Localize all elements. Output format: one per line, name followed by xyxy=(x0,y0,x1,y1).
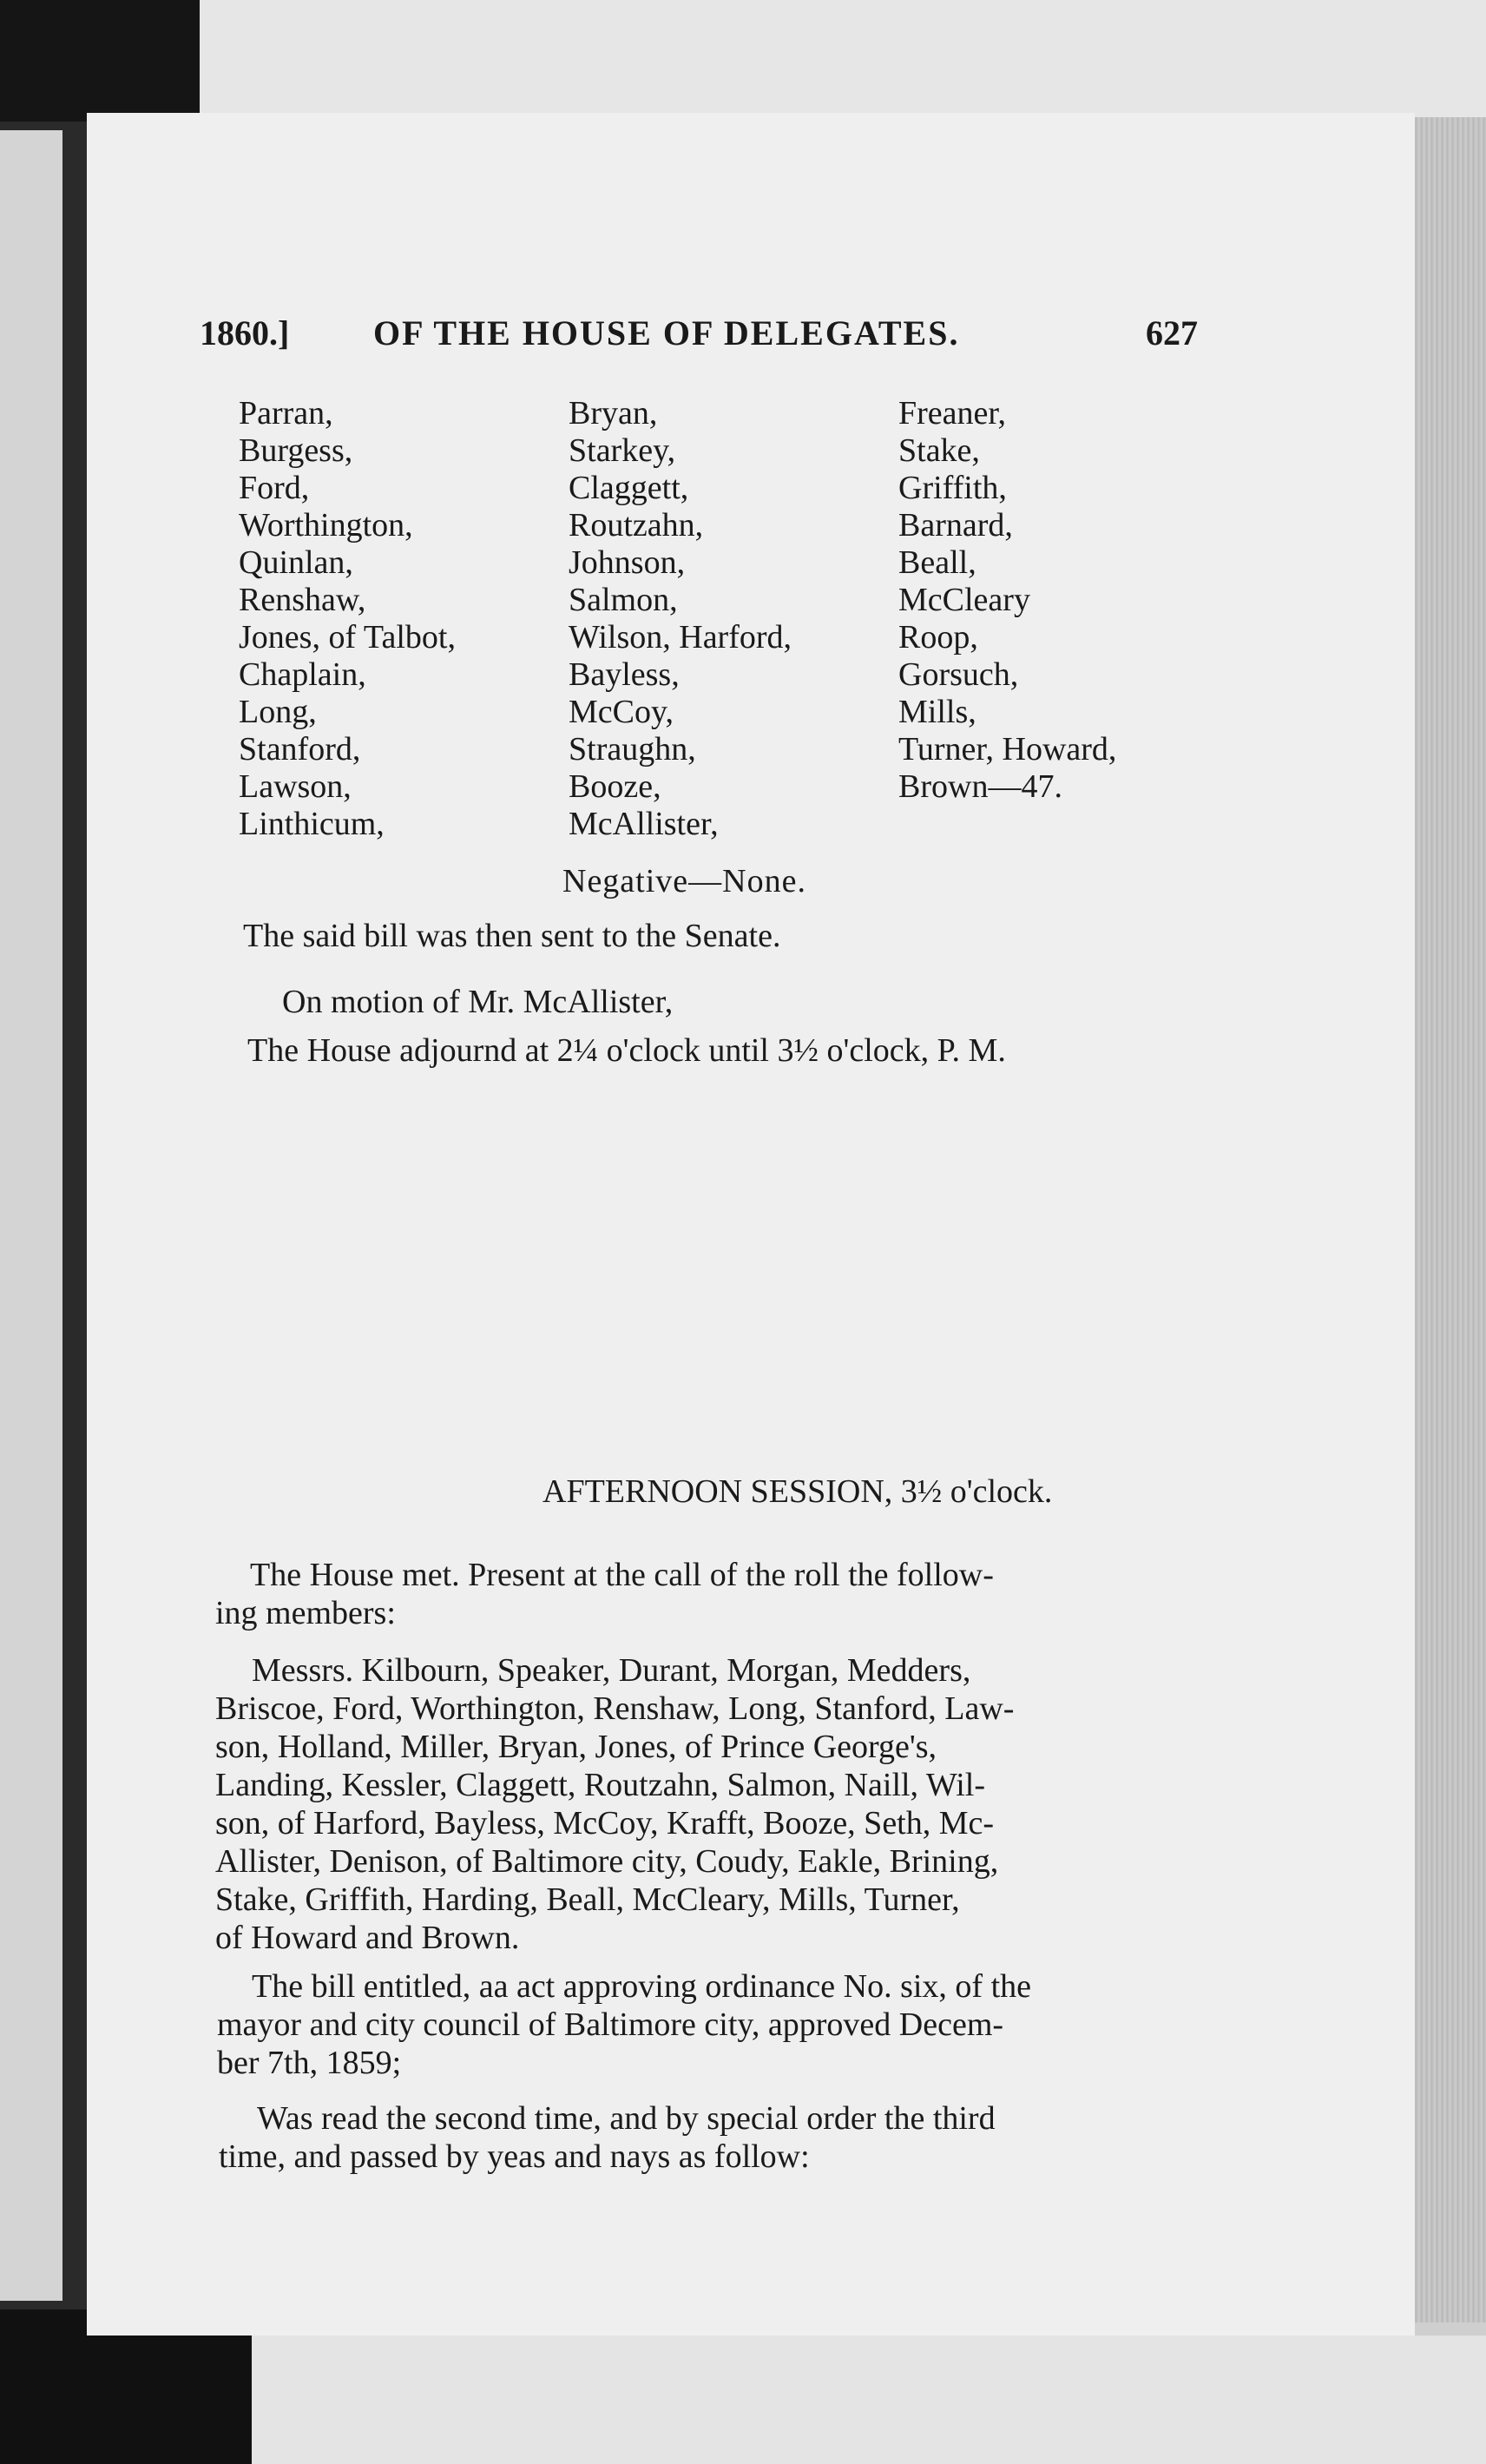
afternoon-session-heading: AFTERNOON SESSION, 3½ o'clock. xyxy=(542,1473,1053,1510)
name-entry: Parran, xyxy=(239,395,333,432)
name-entry: Lawson, xyxy=(239,768,352,805)
members-line: Briscoe, Ford, Worthington, Renshaw, Long, Stanford, Law- xyxy=(215,1690,1015,1727)
name-entry: Bayless, xyxy=(569,656,680,693)
adjourned-line: The House adjournd at 2¼ o'clock until 3½ o'clock, P. M. xyxy=(247,1032,1006,1069)
name-entry: McAllister, xyxy=(569,806,719,842)
name-entry: Stake, xyxy=(898,432,980,469)
name-column-1 xyxy=(239,395,456,843)
name-entry: Mills, xyxy=(898,694,976,730)
name-entry: McCleary xyxy=(898,582,1030,618)
members-line: son, of Harford, Bayless, McCoy, Krafft, Booze, Seth, Mc- xyxy=(215,1805,995,1841)
name-entry: Brown—47. xyxy=(898,768,1062,805)
header-year: 1860.] xyxy=(200,313,290,352)
sent-to-senate: The said bill was then sent to the Senate. xyxy=(243,918,781,954)
bill-line: The bill entitled, aa act approving ordinance No. six, of the xyxy=(252,1968,1031,2005)
background-top xyxy=(0,0,1486,130)
read-line: Was read the second time, and by special order the third xyxy=(257,2100,996,2137)
name-entry: McCoy, xyxy=(569,694,674,730)
members-line: Allister, Denison, of Baltimore city, Coudy, Eakle, Brining, xyxy=(215,1843,999,1880)
bill-line: mayor and city council of Baltimore city, approved Decem- xyxy=(217,2006,1004,2043)
motion-line: On motion of Mr. McAllister, xyxy=(282,984,674,1020)
name-column-3 xyxy=(898,395,1116,806)
name-column-2 xyxy=(569,395,792,843)
members-line: Landing, Kessler, Claggett, Routzahn, Salmon, Naill, Wil- xyxy=(215,1767,985,1803)
name-entry: Routzahn, xyxy=(569,507,704,544)
name-entry: Wilson, Harford, xyxy=(569,619,792,656)
page-number: 627 xyxy=(1146,313,1198,352)
name-entry: Ford, xyxy=(239,470,310,506)
name-entry: Salmon, xyxy=(569,582,678,618)
name-entry: Booze, xyxy=(569,768,661,805)
header-title: OF THE HOUSE OF DELEGATES. xyxy=(373,313,960,352)
previous-page-edge xyxy=(0,130,62,2301)
name-entry: Bryan, xyxy=(569,395,658,432)
members-line: son, Holland, Miller, Bryan, Jones, of Prince George's, xyxy=(215,1729,937,1765)
name-entry: Stanford, xyxy=(239,731,361,768)
name-entry: Jones, of Talbot, xyxy=(239,619,456,656)
name-entry: Burgess, xyxy=(239,432,353,469)
name-entry: Gorsuch, xyxy=(898,656,1019,693)
house-met-line-2: ing members: xyxy=(215,1595,396,1631)
name-entry: Claggett, xyxy=(569,470,689,506)
house-met-line-1: The House met. Present at the call of the roll the follow- xyxy=(250,1557,994,1593)
read-line: time, and passed by yeas and nays as follow: xyxy=(219,2138,810,2175)
name-entry: Quinlan, xyxy=(239,544,353,581)
name-entry: Linthicum, xyxy=(239,806,385,842)
name-entry: Freaner, xyxy=(898,395,1007,432)
name-entry: Straughn, xyxy=(569,731,696,768)
name-entry: Renshaw, xyxy=(239,582,366,618)
members-line: Stake, Griffith, Harding, Beall, McCleary, Mills, Turner, xyxy=(215,1881,960,1918)
name-entry: Roop, xyxy=(898,619,978,656)
name-entry: Johnson, xyxy=(569,544,686,581)
bill-line: ber 7th, 1859; xyxy=(217,2045,402,2081)
name-entry: Barnard, xyxy=(898,507,1013,544)
binder-clip xyxy=(0,0,200,130)
members-line: of Howard and Brown. xyxy=(215,1920,520,1956)
name-entry: Worthington, xyxy=(239,507,413,544)
name-entry: Turner, Howard, xyxy=(898,731,1117,768)
name-entry: Starkey, xyxy=(569,432,676,469)
running-header xyxy=(200,313,1198,365)
negative-vote: Negative—None. xyxy=(562,863,806,899)
name-entry: Beall, xyxy=(898,544,976,581)
members-line: Messrs. Kilbourn, Speaker, Durant, Morgan, Medders, xyxy=(252,1652,971,1689)
name-entry: Griffith, xyxy=(898,470,1007,506)
name-entry: Long, xyxy=(239,694,317,730)
name-entry: Chaplain, xyxy=(239,656,366,693)
